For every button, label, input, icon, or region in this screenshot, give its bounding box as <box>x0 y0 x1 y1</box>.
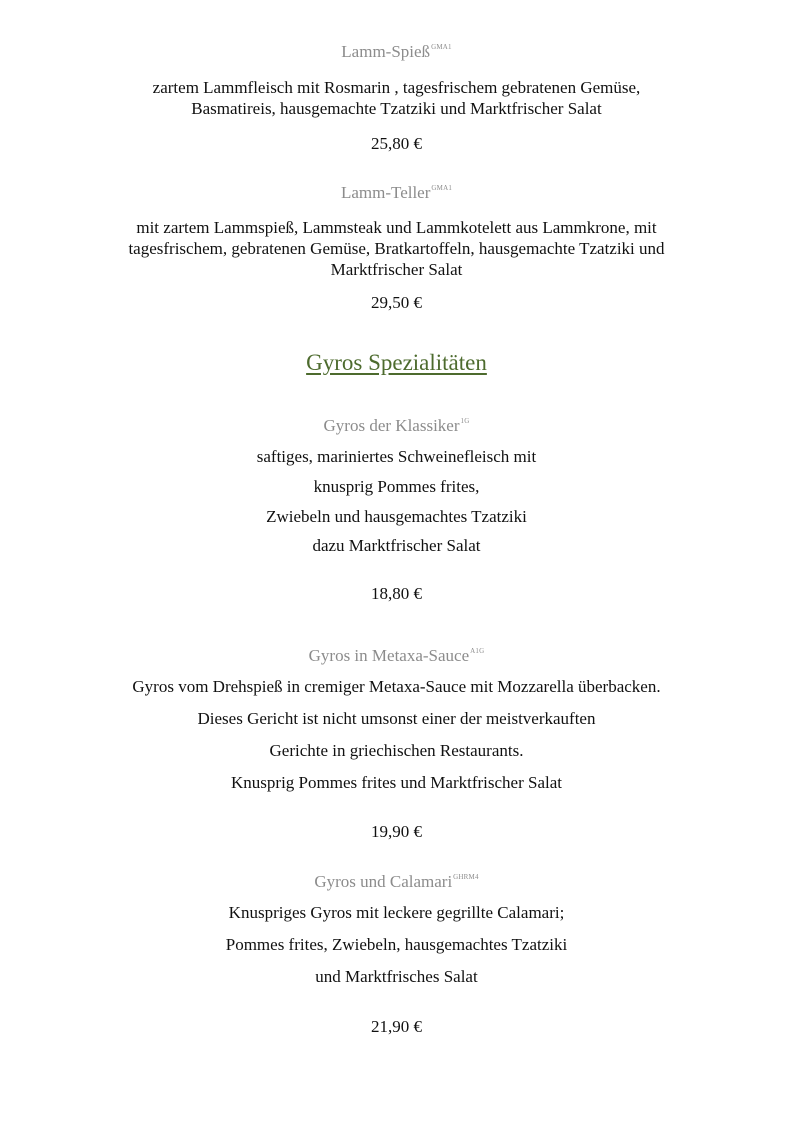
allergen-codes: 1G <box>460 417 470 425</box>
dish-price: 19,90 € <box>371 822 422 841</box>
dish-description-line: und Marktfrisches Salat <box>315 967 478 986</box>
dish-name-gyros-calamari: Gyros und Calamari$^{GHRM4}$ <box>314 872 479 891</box>
dish-description-line: Knusprig Pommes frites und Marktfrischer Salat <box>231 773 562 792</box>
dish-description-line: Marktfrischer Salat <box>330 260 463 279</box>
dish-name-lamm-spiess: Lamm-Spieß$^{GMA1}$ <box>341 42 452 61</box>
dish-description-line: Basmatireis, hausgemachte Tzatziki und Marktfrischer Salat <box>191 99 602 118</box>
section-title-gyros: Gyros Spezialitäten <box>306 350 487 375</box>
allergen-codes: GHRM4 <box>453 873 479 881</box>
dish-price: 25,80 € <box>371 134 422 153</box>
dish-description-line: tagesfrischem, gebratenen Gemüse, Bratkartoffeln, hausgemachte Tzatziki und <box>128 239 665 258</box>
dish-name-lamm-teller: Lamm-Teller$^{GMA1}$ <box>340 183 453 202</box>
dish-description-line: knusprig Pommes frites, <box>313 477 480 496</box>
allergen-codes: GMA1 <box>431 184 453 192</box>
dish-description-line: Dieses Gericht ist nicht umsonst einer der meistverkauften <box>197 709 596 728</box>
dish-price: 29,50 € <box>371 293 422 312</box>
dish-name-gyros-metaxa: Gyros in Metaxa-Sauce$^{A1G}$ <box>308 646 485 665</box>
dish-description-line: Gerichte in griechischen Restaurants. <box>269 741 524 760</box>
dish-description-line: Zwiebeln und hausgemachtes Tzatziki <box>266 507 527 526</box>
dish-price: 21,90 € <box>371 1017 422 1036</box>
allergen-codes: GMA1 <box>431 43 452 51</box>
dish-description-line: Knuspriges Gyros mit leckere gegrillte Calamari; <box>228 903 565 922</box>
dish-description-line: Gyros vom Drehspieß in cremiger Metaxa-Sauce mit Mozzarella überbacken. <box>132 677 661 696</box>
dish-description-line: Pommes frites, Zwiebeln, hausgemachtes Tzatziki <box>225 935 568 954</box>
dish-description-line: saftiges, mariniertes Schweinefleisch mit <box>256 447 537 466</box>
dish-price: 18,80 € <box>371 584 422 603</box>
dish-description-line: dazu Marktfrischer Salat <box>312 536 481 555</box>
dish-description-line: zartem Lammfleisch mit Rosmarin , tagesfrischem gebratenen Gemüse, <box>152 78 641 97</box>
dish-description-line: mit zartem Lammspieß, Lammsteak und Lammkotelett aus Lammkrone, mit <box>136 218 657 237</box>
allergen-codes: A1G <box>470 647 485 655</box>
dish-name-gyros-klassiker: Gyros der Klassiker$^{1G}$ <box>323 416 470 435</box>
